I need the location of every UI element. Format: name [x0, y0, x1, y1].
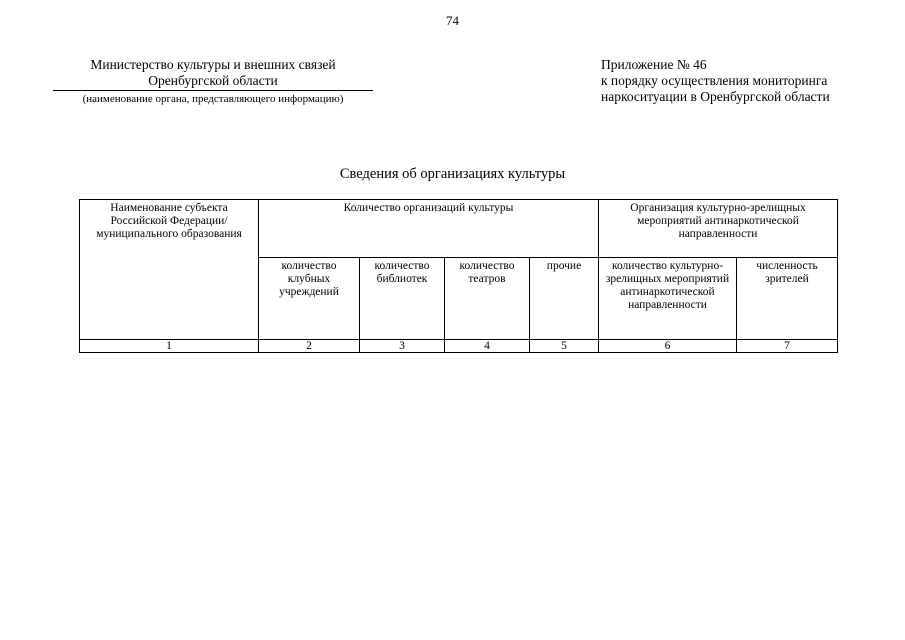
- organization-caption: (наименование органа, представляющего информацию): [82, 93, 344, 105]
- organization-name-line1: Министерство культуры и внешних связей: [90, 57, 336, 72]
- header-spectators-count: численность зрителей: [737, 258, 838, 340]
- column-number-1: 1: [80, 340, 259, 353]
- appendix-line3: наркоситуации в Оренбургской области: [601, 89, 830, 104]
- header-events-count: количество культурно-зрелищных мероприятий антинаркотической направленности: [599, 258, 737, 340]
- column-number-6: 6: [599, 340, 737, 353]
- culture-organizations-table: [79, 199, 838, 353]
- organization-block: [53, 57, 373, 106]
- column-number-4: 4: [445, 340, 530, 353]
- column-number-3: 3: [360, 340, 445, 353]
- header-libraries: количество библиотек: [360, 258, 445, 340]
- header-other: прочие: [530, 258, 599, 340]
- header-subject-name: Наименование субъекта Российской Федерации/ муниципального образования: [80, 200, 259, 340]
- organization-name-line2: Оренбургской области: [53, 73, 373, 91]
- column-number-2: 2: [259, 340, 360, 353]
- page-number: 74: [446, 13, 459, 28]
- appendix-block: [601, 57, 891, 105]
- document-title: Сведения об организациях культуры: [339, 166, 566, 182]
- appendix-line2: к порядку осуществления мониторинга: [601, 73, 828, 88]
- table-column-numbers-row: [80, 340, 838, 353]
- appendix-number: Приложение № 46: [601, 57, 707, 72]
- header-culture-organizations-count: Количество организаций культуры: [259, 200, 599, 258]
- column-number-7: 7: [737, 340, 838, 353]
- header-theaters: количество театров: [445, 258, 530, 340]
- table-header-row-1: [80, 200, 838, 258]
- column-number-5: 5: [530, 340, 599, 353]
- header-club-institutions: количество клубных учреждений: [259, 258, 360, 340]
- header-cultural-events: Организация культурно-зрелищных мероприятий антинаркотической направленности: [599, 200, 838, 258]
